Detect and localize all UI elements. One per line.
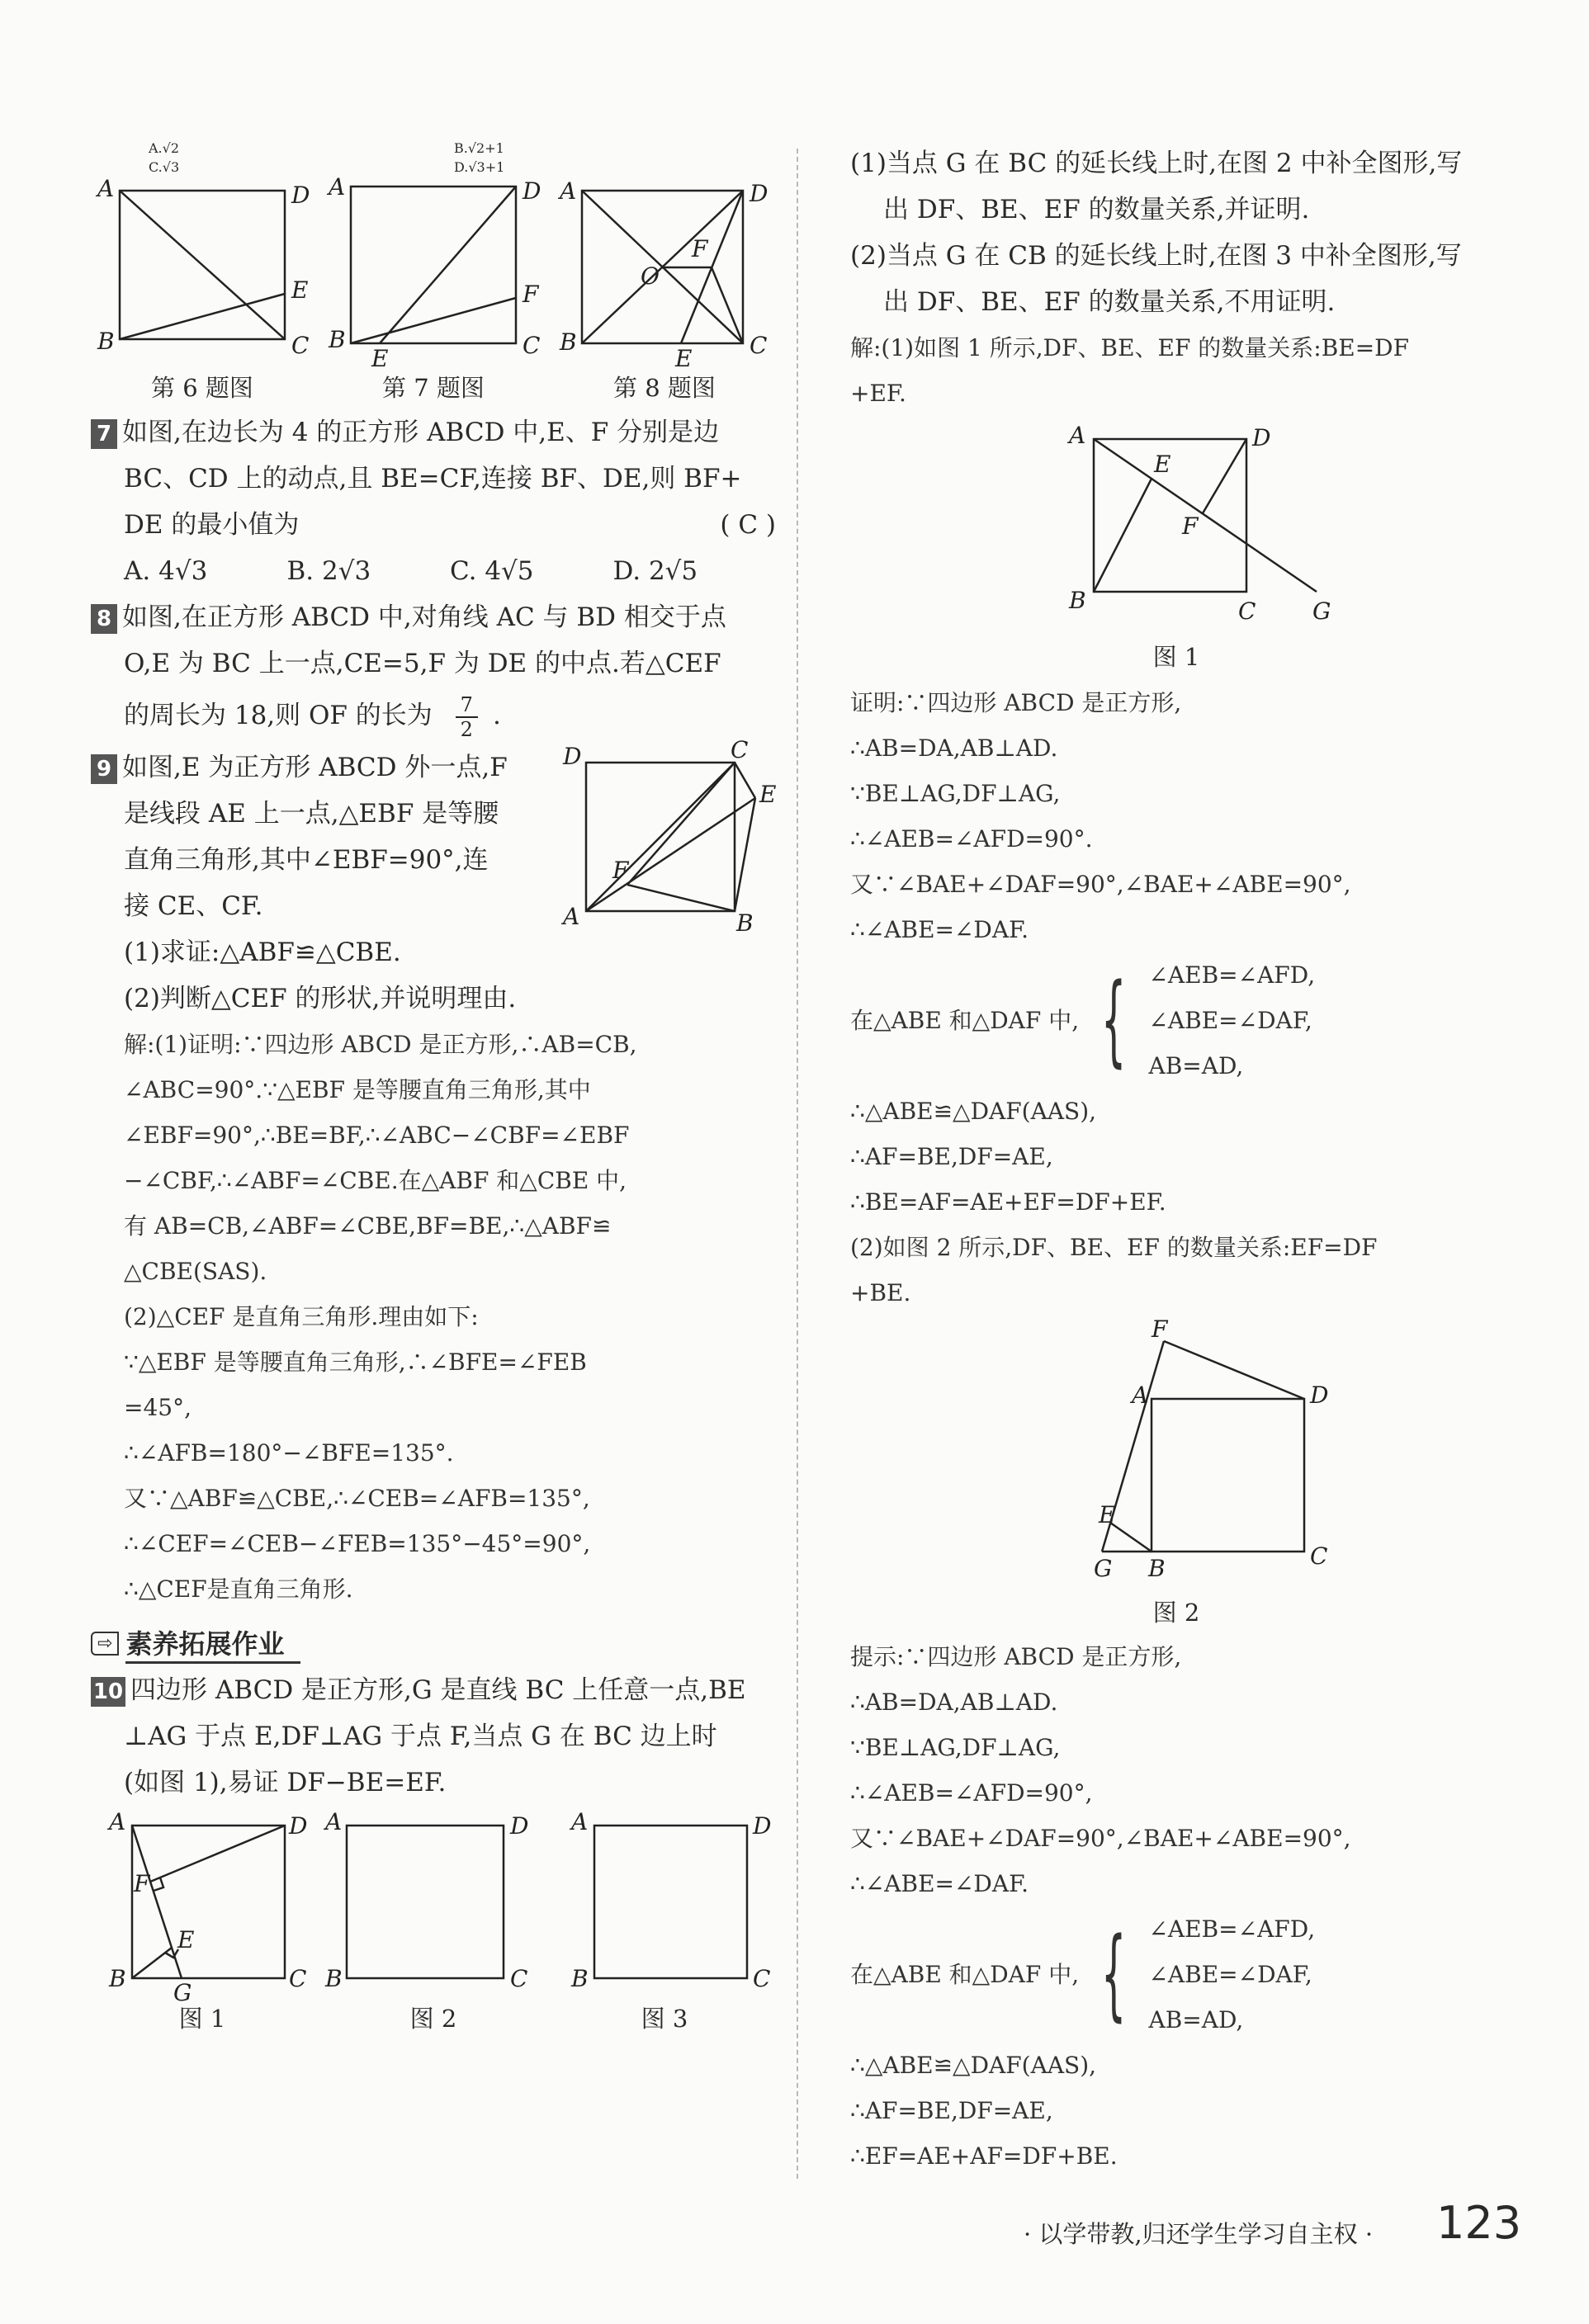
q9-line-1: 如图,E 为正方形 ABCD 外一点,F bbox=[122, 753, 508, 782]
q7-line-3: DE 的最小值为 bbox=[124, 510, 300, 540]
brace-item: AB=AD, bbox=[1148, 2006, 1244, 2034]
top-figures bbox=[91, 173, 776, 404]
brace-icon: { bbox=[1101, 962, 1127, 1078]
q7-line-2: BC、CD 上的动点,且 BE=CF,连接 BF、DE,则 BF+ bbox=[124, 464, 742, 494]
svg-text:A: A bbox=[563, 903, 580, 930]
proof-line: 证明:∵四边形 ABCD 是正方形, bbox=[850, 689, 1182, 716]
left-column bbox=[91, 140, 776, 2035]
svg-text:B: B bbox=[571, 1965, 589, 1992]
svg-text:B: B bbox=[1148, 1555, 1166, 1582]
q9-solution-line: ∴∠AFB=180°−∠BFE=135°. bbox=[124, 1439, 454, 1467]
right-column bbox=[850, 140, 1502, 2179]
proof-line: ∴∠ABE=∠DAF. bbox=[850, 1870, 1029, 1897]
svg-text:O: O bbox=[641, 262, 660, 290]
caption-q8: 第 8 题图 bbox=[613, 374, 716, 402]
q10-line-2: ⊥AG 于点 E,DF⊥AG 于点 F,当点 G 在 BC 边上时 bbox=[124, 1722, 717, 1751]
svg-text:D: D bbox=[510, 1812, 529, 1840]
solution-figure-2 bbox=[850, 1316, 1502, 1629]
proof-line: ∴BE=AF=AE+EF=DF+EF. bbox=[850, 1188, 1166, 1216]
q10-caption-2: 图 2 bbox=[409, 2005, 457, 2033]
figure-q8 bbox=[553, 178, 776, 404]
svg-text:D: D bbox=[563, 743, 582, 770]
svg-text:A: A bbox=[1069, 422, 1086, 449]
proof-2 bbox=[850, 1634, 1502, 2179]
proof-line: ∴△ABE≌△DAF(AAS), bbox=[850, 2052, 1097, 2079]
q10-caption-1: 图 1 bbox=[178, 2005, 226, 2033]
q7-option-d: D. 2√5 bbox=[612, 556, 698, 586]
svg-text:D: D bbox=[753, 1812, 772, 1840]
q7-options bbox=[91, 548, 776, 594]
svg-text:E: E bbox=[291, 276, 309, 304]
figure-q6 bbox=[91, 175, 314, 404]
q6-option-d: D.√3+1 bbox=[454, 159, 505, 175]
q10-figure-3 bbox=[553, 1809, 776, 2035]
q9-part-1: (1)求证:△ABF≌△CBE. bbox=[124, 938, 401, 967]
q8-number: 8 bbox=[91, 604, 117, 634]
svg-text:D: D bbox=[750, 180, 768, 207]
q6-option-b: B.√2+1 bbox=[454, 140, 504, 156]
svg-text:G: G bbox=[1094, 1555, 1113, 1582]
proof-line: ∴EF=AE+AF=DF+BE. bbox=[850, 2142, 1118, 2170]
q10-sol2-intro-2: +BE. bbox=[850, 1279, 911, 1306]
q9-line-2: 是线段 AE 上一点,△EBF 是等腰 bbox=[124, 799, 499, 829]
svg-text:F: F bbox=[612, 857, 629, 884]
arrow-icon: ⇨ bbox=[91, 1632, 119, 1656]
brace-item: ∠AEB=∠AFD, bbox=[1148, 961, 1316, 989]
q10-line-1: 四边形 ABCD 是正方形,G 是直线 BC 上任意一点,BE bbox=[130, 1675, 746, 1705]
svg-text:D: D bbox=[291, 182, 310, 209]
figure-q7 bbox=[322, 173, 545, 404]
svg-text:C: C bbox=[523, 332, 541, 359]
q9-line-3: 直角三角形,其中∠EBF=90°,连 bbox=[124, 845, 489, 875]
q9-solution bbox=[91, 1022, 776, 1612]
svg-text:D: D bbox=[1252, 424, 1271, 451]
proof-line: ∵BE⊥AG,DF⊥AG, bbox=[850, 1734, 1061, 1761]
proof-1-brace-prefix: 在△ABE 和△DAF 中, bbox=[850, 1007, 1080, 1034]
q9-solution-line: ∴∠CEF=∠CEB−∠FEB=135°−45°=90°, bbox=[124, 1530, 591, 1557]
svg-text:E: E bbox=[177, 1926, 195, 1953]
svg-text:E: E bbox=[1099, 1501, 1116, 1528]
q9-solution-line: ∠EBF=90°,∴BE=BF,∴∠ABC−∠CBF=∠EBF bbox=[124, 1122, 630, 1149]
q6-option-a: A.√2 bbox=[149, 140, 180, 156]
q9-solution-line: ∵△EBF 是等腰直角三角形,∴∠BFE=∠FEB bbox=[124, 1349, 587, 1376]
svg-text:B: B bbox=[325, 1965, 343, 1992]
q8-line-3: 的周长为 18,则 OF 的长为 bbox=[124, 701, 433, 730]
svg-text:C: C bbox=[291, 332, 310, 359]
q10-figure-3-svg bbox=[553, 1809, 776, 1999]
q10-line-3: (如图 1),易证 DF−BE=EF. bbox=[124, 1768, 447, 1797]
brace-item: AB=AD, bbox=[1148, 1052, 1244, 1079]
svg-text:F: F bbox=[134, 1870, 150, 1897]
svg-text:A: A bbox=[325, 1808, 343, 1835]
q9-solution-line: −∠CBF,∴∠ABF=∠CBE.在△ABF 和△CBE 中, bbox=[124, 1167, 627, 1194]
svg-text:A: A bbox=[329, 173, 346, 201]
proof-1-system bbox=[850, 952, 1502, 1089]
column-divider bbox=[797, 149, 798, 2179]
svg-text:B: B bbox=[97, 328, 115, 355]
svg-text:A: A bbox=[97, 175, 115, 202]
svg-text:C: C bbox=[510, 1965, 528, 1992]
q10-sol1-intro-1: 解:(1)如图 1 所示,DF、BE、EF 的数量关系:BE=DF bbox=[850, 334, 1410, 361]
q7-number: 7 bbox=[91, 419, 117, 449]
brace-item: ∠AEB=∠AFD, bbox=[1148, 1915, 1316, 1943]
svg-text:F: F bbox=[1152, 1316, 1168, 1343]
q10-sub2-line-2: 出 DF、BE、EF 的数量关系,不用证明. bbox=[883, 287, 1336, 317]
q9-solution-line: △CBE(SAS). bbox=[124, 1258, 267, 1285]
proof-line: ∴∠AEB=∠AFD=90°, bbox=[850, 1779, 1093, 1807]
svg-text:D: D bbox=[289, 1812, 308, 1840]
q7-option-c: C. 4√5 bbox=[450, 556, 534, 586]
q10-figure-1-svg bbox=[91, 1808, 314, 2006]
svg-text:A: A bbox=[109, 1808, 126, 1835]
q10-sub1-line-1: (1)当点 G 在 BC 的延长线上时,在图 2 中补全图形,写 bbox=[850, 149, 1463, 178]
svg-text:F: F bbox=[692, 235, 708, 262]
svg-text:C: C bbox=[1238, 598, 1256, 625]
q10-number: 10 bbox=[91, 1677, 125, 1707]
question-7 bbox=[91, 409, 776, 594]
q10-caption-3: 图 3 bbox=[641, 2005, 688, 2033]
question-10 bbox=[91, 1667, 776, 2035]
proof-line: 又∵∠BAE+∠DAF=90°,∠BAE+∠ABE=90°, bbox=[850, 1825, 1351, 1852]
q8-end: . bbox=[492, 701, 501, 730]
q10-figure-2-svg bbox=[322, 1809, 545, 1999]
proof-1 bbox=[850, 680, 1502, 1225]
figure-q6-svg bbox=[91, 175, 314, 368]
proof-line: ∴∠ABE=∠DAF. bbox=[850, 916, 1029, 943]
q6-options-row2 bbox=[91, 159, 776, 175]
q9-solution-line: ∴△CEF是直角三角形. bbox=[124, 1575, 353, 1603]
q6-options bbox=[91, 140, 776, 156]
svg-text:B: B bbox=[736, 909, 754, 937]
q9-part-2: (2)判断△CEF 的形状,并说明理由. bbox=[124, 984, 517, 1013]
svg-text:G: G bbox=[1312, 598, 1331, 625]
section-title: 素养拓展作业 bbox=[125, 1623, 300, 1664]
q10-sol1-intro-2: +EF. bbox=[850, 380, 906, 407]
brace-item: ∠ABE=∠DAF, bbox=[1148, 1961, 1312, 1988]
figure-q8-svg bbox=[553, 177, 776, 372]
q9-solution-line: ∠ABC=90°.∵△EBF 是等腰直角三角形,其中 bbox=[124, 1076, 591, 1103]
solution-figure-1-svg bbox=[986, 423, 1366, 637]
q9-line-4: 接 CE、CF. bbox=[124, 891, 263, 921]
q10-figure-2 bbox=[322, 1809, 545, 2035]
svg-text:D: D bbox=[1310, 1382, 1329, 1409]
svg-text:E: E bbox=[371, 345, 389, 372]
footer-slogan: · 以学带教,归还学生学习自主权 · bbox=[1024, 2220, 1374, 2248]
figure-q7-svg bbox=[322, 173, 545, 372]
q10-figures bbox=[91, 1809, 776, 2035]
svg-text:A: A bbox=[1132, 1382, 1149, 1409]
proof-line: ∴AF=BE,DF=AE, bbox=[850, 2097, 1053, 2124]
q9-solution-line: =45°, bbox=[124, 1394, 192, 1421]
svg-text:B: B bbox=[329, 326, 346, 353]
q10-sol2-intro-1: (2)如图 2 所示,DF、BE、EF 的数量关系:EF=DF bbox=[850, 1234, 1378, 1261]
solution-figure-1 bbox=[850, 423, 1502, 673]
q9-solution-line: 解:(1)证明:∵四边形 ABCD 是正方形,∴AB=CB, bbox=[124, 1031, 637, 1058]
svg-text:B: B bbox=[109, 1965, 126, 1992]
caption-q7: 第 7 题图 bbox=[382, 374, 485, 402]
proof-2-brace-prefix: 在△ABE 和△DAF 中, bbox=[850, 1961, 1080, 1988]
svg-text:E: E bbox=[675, 345, 693, 372]
proof-line: ∴∠AEB=∠AFD=90°. bbox=[850, 825, 1093, 853]
svg-text:B: B bbox=[560, 328, 577, 356]
proof-line: ∴AB=DA,AB⊥AD. bbox=[850, 1689, 1058, 1716]
proof-line: ∴AF=BE,DF=AE, bbox=[850, 1143, 1053, 1170]
proof-line: ∴AB=DA,AB⊥AD. bbox=[850, 735, 1058, 762]
svg-text:F: F bbox=[1182, 513, 1199, 540]
brace-icon: { bbox=[1101, 1916, 1127, 2032]
caption-q6: 第 6 题图 bbox=[151, 374, 253, 402]
svg-text:C: C bbox=[1310, 1542, 1328, 1570]
q10-figure-1 bbox=[91, 1809, 314, 2035]
q8-answer-numerator: 7 bbox=[460, 692, 473, 716]
svg-text:G: G bbox=[173, 1979, 192, 2006]
q7-answer: ( C ) bbox=[720, 510, 776, 540]
q7-line-1: 如图,在边长为 4 的正方形 ABCD 中,E、F 分别是边 bbox=[122, 418, 720, 447]
svg-text:C: C bbox=[289, 1965, 307, 1992]
proof-line: ∵BE⊥AG,DF⊥AG, bbox=[850, 780, 1061, 807]
proof-line: ∴△ABE≌△DAF(AAS), bbox=[850, 1098, 1097, 1125]
proof-2-system bbox=[850, 1906, 1502, 2043]
svg-text:A: A bbox=[571, 1808, 589, 1835]
svg-text:A: A bbox=[560, 177, 577, 205]
svg-text:D: D bbox=[523, 177, 541, 205]
section-header bbox=[91, 1623, 776, 1664]
brace-item: ∠ABE=∠DAF, bbox=[1148, 1007, 1312, 1034]
q7-option-a: A. 4√3 bbox=[124, 556, 208, 586]
svg-text:C: C bbox=[753, 1965, 771, 1992]
solution-figure-2-svg bbox=[986, 1316, 1366, 1593]
solution-figure-2-caption: 图 2 bbox=[1152, 1599, 1200, 1627]
solution-figure-1-caption: 图 1 bbox=[1152, 643, 1200, 671]
q9-number: 9 bbox=[91, 754, 117, 784]
figure-q9-svg bbox=[561, 736, 777, 937]
q7-option-b: B. 2√3 bbox=[286, 556, 371, 586]
q8-line-2: O,E 为 BC 上一点,CE=5,F 为 DE 的中点.若△CEF bbox=[124, 649, 721, 678]
q6-option-c: C.√3 bbox=[149, 159, 180, 175]
q8-line-1: 如图,在正方形 ABCD 中,对角线 AC 与 BD 相交于点 bbox=[122, 602, 726, 632]
svg-text:E: E bbox=[759, 781, 777, 808]
question-8 bbox=[91, 594, 776, 744]
proof-line: 提示:∵四边形 ABCD 是正方形, bbox=[850, 1643, 1182, 1670]
q8-answer-fraction bbox=[456, 693, 478, 741]
q8-answer-denominator: 2 bbox=[456, 716, 478, 741]
page-number: 123 bbox=[1436, 2197, 1522, 2249]
q10-sub2-line-1: (2)当点 G 在 CB 的延长线上时,在图 3 中补全图形,写 bbox=[850, 241, 1462, 271]
question-9 bbox=[91, 736, 777, 1612]
q9-solution-line: (2)△CEF 是直角三角形.理由如下: bbox=[124, 1303, 479, 1330]
svg-text:B: B bbox=[1069, 587, 1086, 614]
q9-solution-line: 有 AB=CB,∠ABF=∠CBE,BF=BE,∴△ABF≌ bbox=[124, 1212, 612, 1240]
svg-text:C: C bbox=[750, 332, 768, 359]
q9-solution-line: 又∵△ABF≌△CBE,∴∠CEB=∠AFB=135°, bbox=[124, 1485, 590, 1512]
svg-text:C: C bbox=[731, 736, 749, 763]
q10-sub1-line-2: 出 DF、BE、EF 的数量关系,并证明. bbox=[883, 195, 1310, 224]
svg-text:E: E bbox=[1154, 451, 1171, 478]
proof-line: 又∵∠BAE+∠DAF=90°,∠BAE+∠ABE=90°, bbox=[850, 871, 1351, 898]
svg-text:F: F bbox=[523, 281, 539, 308]
